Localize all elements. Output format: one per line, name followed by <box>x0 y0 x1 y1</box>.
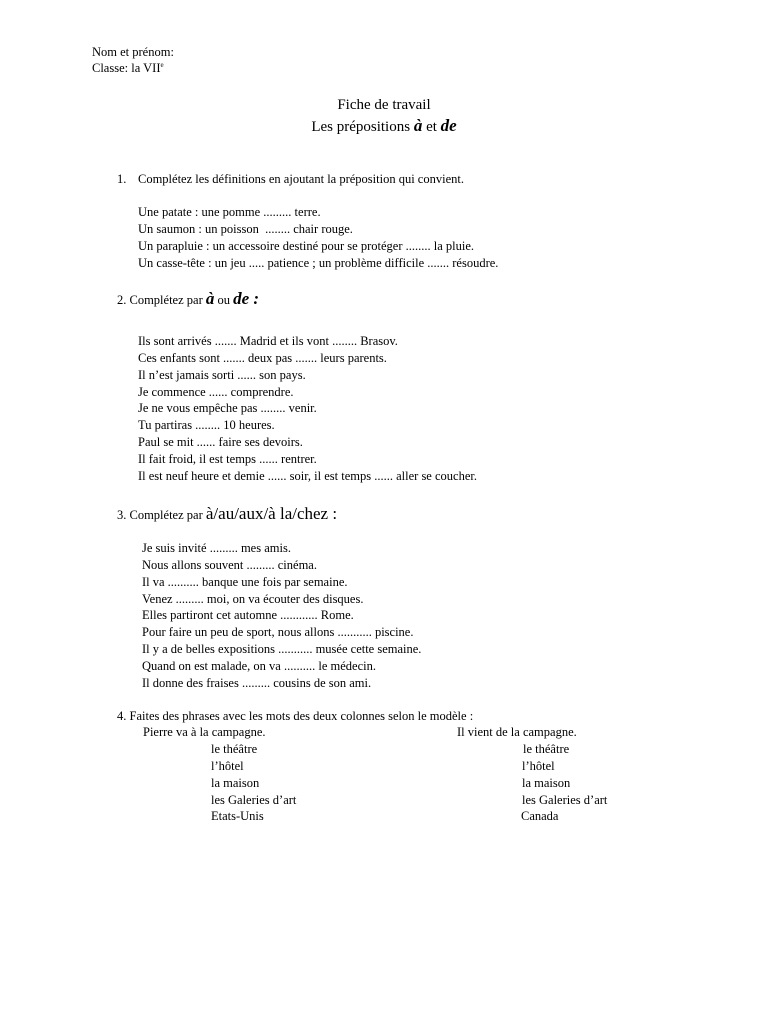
ex4-left-1: le théâtre <box>211 742 258 756</box>
ex2-de: de : <box>233 289 260 308</box>
ex3-line-8: Quand on est malade, on va .......... le médecin. <box>142 659 376 673</box>
ex1-instruction: Complétez les définitions en ajoutant la préposition qui convient. <box>138 172 464 186</box>
ex3-line-3: Il va .......... banque une fois par semaine. <box>142 575 348 589</box>
ex3-line-1: Je suis invité ......... mes amis. <box>142 541 291 555</box>
ex3-line-7: Il y a de belles expositions ........... musée cette semaine. <box>142 642 422 656</box>
ex3-line-9: Il donne des fraises ......... cousins de son ami. <box>142 676 372 690</box>
ex2-line-5: Je ne vous empêche pas ........ venir. <box>138 401 317 415</box>
title-de: de <box>440 116 457 135</box>
ex4-right-2: l’hôtel <box>522 759 555 773</box>
ex4-left-3: la maison <box>211 776 260 790</box>
ex4-right-4: les Galeries d’art <box>522 793 608 807</box>
ex2-line-6: Tu partiras ........ 10 heures. <box>138 418 275 432</box>
ex3-line-5: Elles partiront cet automne ............ Rome. <box>142 608 354 622</box>
ex1-line-3: Un parapluie : un accessoire destiné pour se protéger ........ la pluie. <box>138 239 474 253</box>
ex1-line-4: Un casse-tête : un jeu ..... patience ; un problème difficile ....... résoudre. <box>138 256 499 270</box>
name-label: Nom et prénom: <box>92 45 174 59</box>
ex2-instruction-text: 2. Complétez par <box>117 293 206 307</box>
ex2-line-8: Il fait froid, il est temps ...... rentrer. <box>138 452 317 466</box>
ex3-line-6: Pour faire un peu de sport, nous allons ........... piscine. <box>142 625 414 639</box>
class-superscript: e <box>160 60 164 69</box>
ex3-instruction <box>117 504 337 525</box>
class-text: Classe: la VII <box>92 61 161 75</box>
ex3-options: à/au/aux/à la/chez : <box>205 504 338 523</box>
ex1-line-1: Une patate : une pomme ......... terre. <box>138 205 321 219</box>
ex2-line-7: Paul se mit ...... faire ses devoirs. <box>138 435 303 449</box>
title-et: et <box>422 119 441 135</box>
title-a: à <box>413 116 423 135</box>
class-label <box>92 60 164 76</box>
ex3-line-4: Venez ......... moi, on va écouter des disques. <box>142 592 364 606</box>
ex3-line-2: Nous allons souvent ......... cinéma. <box>142 558 317 572</box>
ex2-line-2: Ces enfants sont ....... deux pas ....... leurs parents. <box>138 351 387 365</box>
ex4-model-left: Pierre va à la campagne. <box>143 725 266 739</box>
ex1-number: 1. <box>117 172 127 186</box>
ex4-right-5: Canada <box>521 809 559 823</box>
ex4-left-2: l’hôtel <box>211 759 244 773</box>
ex4-left-4: les Galeries d’art <box>211 793 297 807</box>
ex2-instruction <box>117 289 259 310</box>
ex2-ou: ou <box>214 293 234 307</box>
ex4-instruction: 4. Faites des phrases avec les mots des deux colonnes selon le modèle : <box>117 709 474 723</box>
title-prefix: Les prépositions <box>311 119 414 135</box>
ex2-line-1: Ils sont arrivés ....... Madrid et ils vont ........ Brasov. <box>138 334 398 348</box>
ex4-left-5: Etats-Unis <box>211 809 264 823</box>
title-line-2 <box>0 116 768 137</box>
ex2-line-3: Il n’est jamais sorti ...... son pays. <box>138 368 306 382</box>
ex2-line-4: Je commence ...... comprendre. <box>138 385 294 399</box>
ex4-right-1: le théâtre <box>523 742 570 756</box>
ex2-a: à <box>205 289 215 308</box>
ex3-instruction-text: 3. Complétez par <box>117 508 206 522</box>
ex4-model-right: Il vient de la campagne. <box>457 725 577 739</box>
ex4-right-3: la maison <box>522 776 571 790</box>
title-line-1: Fiche de travail <box>337 97 431 113</box>
ex2-line-9: Il est neuf heure et demie ...... soir, il est temps ...... aller se coucher. <box>138 469 477 483</box>
ex1-line-2: Un saumon : un poisson ........ chair rouge. <box>138 222 353 236</box>
